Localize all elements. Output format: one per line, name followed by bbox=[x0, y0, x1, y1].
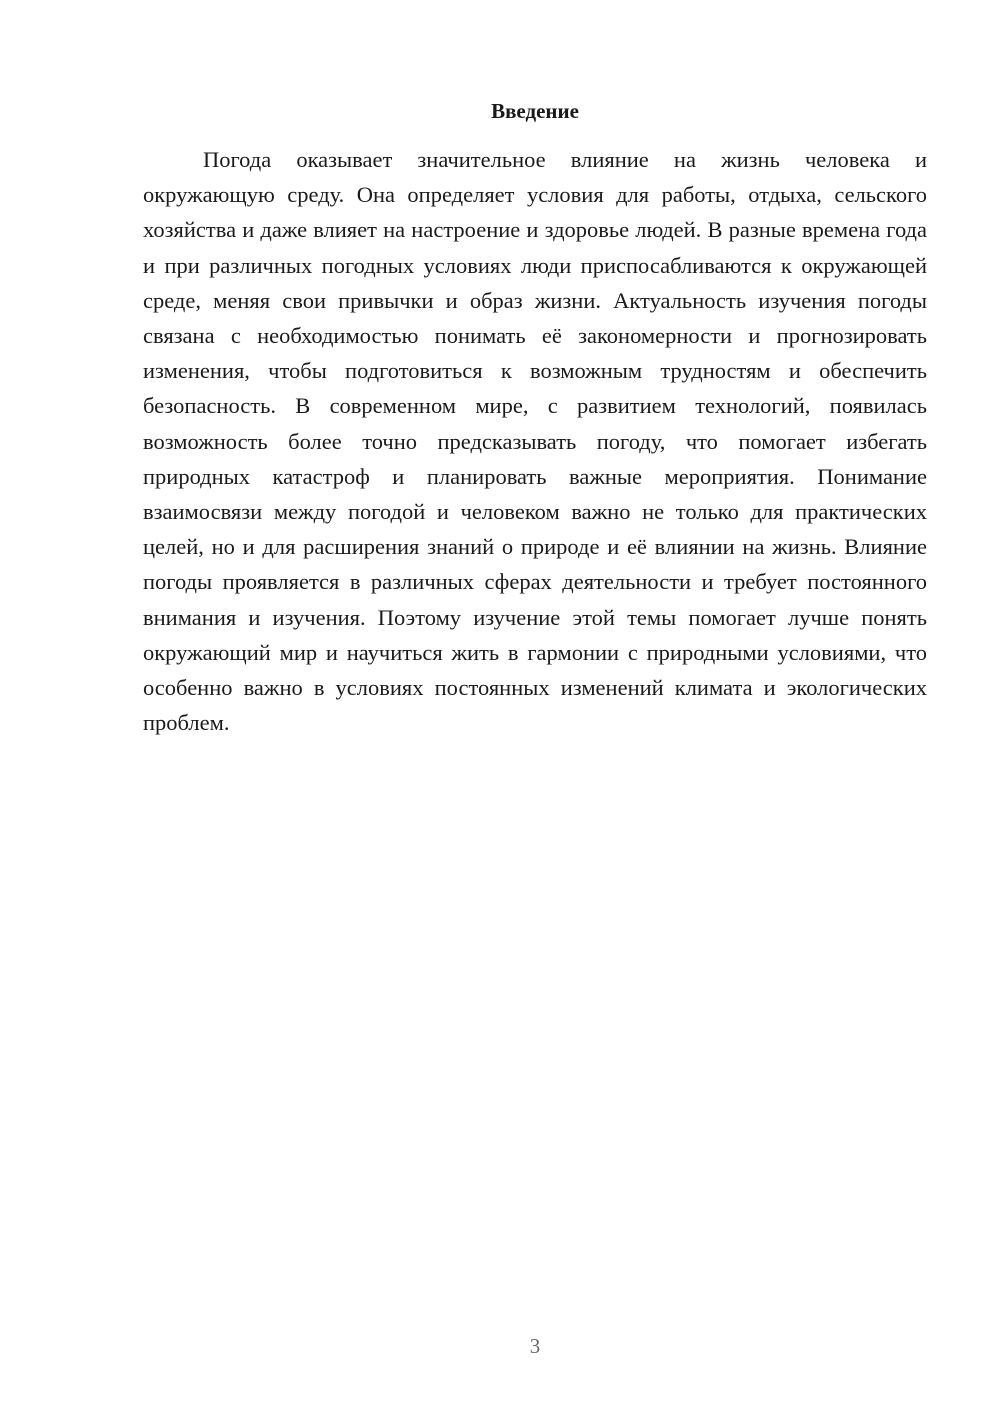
body-paragraph: Погода оказывает значительное влияние на жизнь человека и окружающую среду. Она определяет условия для работы, отдыха, сельского хозяйства и даже влияет на настроение и здоровье людей. В разные времена года и при различных погодных условиях люди приспосабливаются к окружающей среде, меняя свои привычки и образ жизни. Актуальность изучения погоды связана с необходимостью понимать её закономерности и прогнозировать изменения, чтобы подготовиться к возможным трудностям и обеспечить безопасность. В современном мире, с развитием технологий, появилась возможность более точно предсказывать погоду, что помогает избегать природных катастроф и планировать важные мероприятия. Понимание взаимосвязи между погодой и человеком важно не только для практических целей, но и для расширения знаний о природе и её влиянии на жизнь. Влияние погоды проявляется в различных сферах деятельности и требует постоянного внимания и изучения. Поэтому изучение этой темы помогает лучше понять окружающий мир и научиться жить в гармонии с природными условиями, что особенно важно в условиях постоянных изменений климата и экологических проблем. bbox=[143, 147, 927, 736]
section-heading: Введение bbox=[491, 99, 579, 123]
page-number: 3 bbox=[529, 1334, 541, 1358]
